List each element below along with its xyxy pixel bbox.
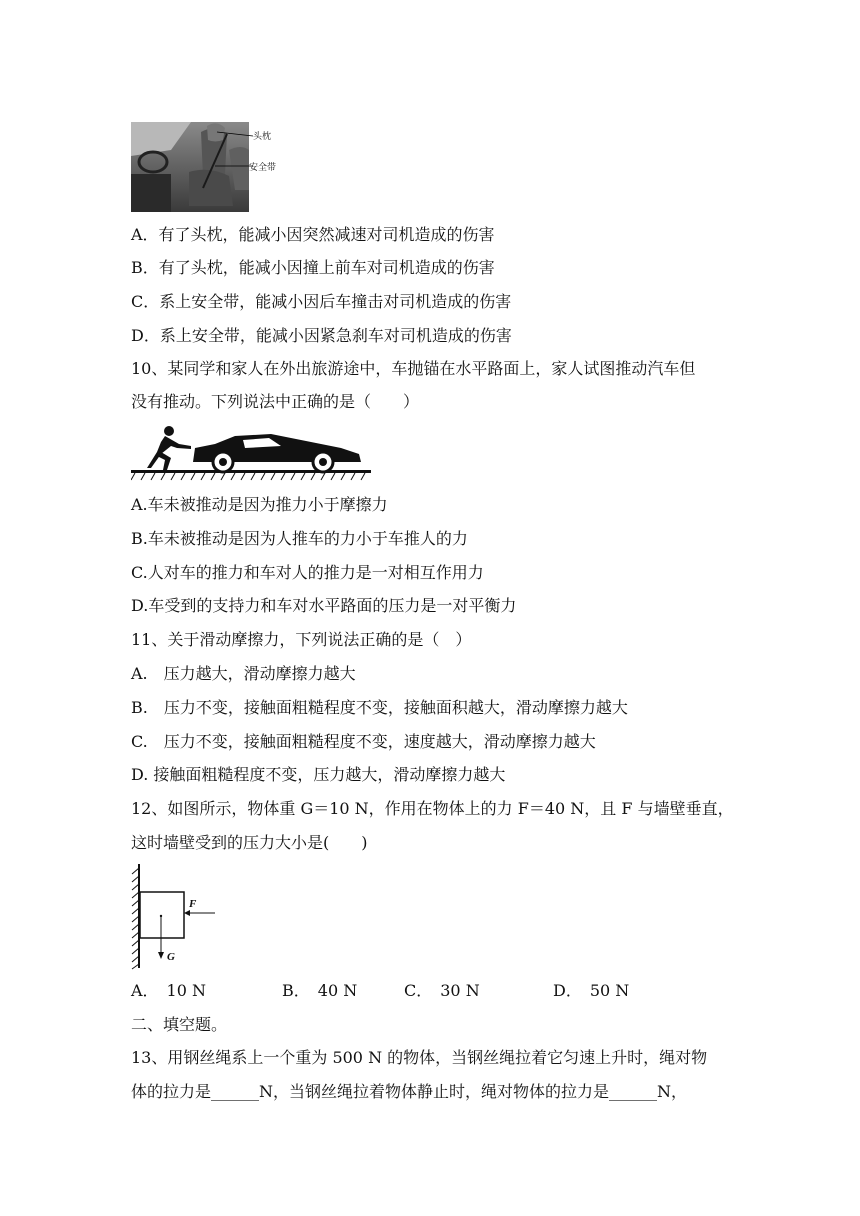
q12-option-d: D． 50 N (553, 981, 630, 1000)
q10-option-c: C.人对车的推力和车对人的推力是一对相互作用力 (131, 563, 484, 582)
seatbelt-label: 安全带 (249, 163, 277, 173)
q11-stem: 11、关于滑动摩擦力，下列说法正确的是（ ） (131, 630, 472, 649)
q10-stem-line1: 10、某同学和家人在外出旅游途中，车抛锚在水平路面上，家人试图推动汽车但 (131, 359, 696, 378)
q10-option-d: D.车受到的支持力和车对水平路面的压力是一对平衡力 (131, 596, 517, 615)
q13-line2: 体的拉力是______N，当钢丝绳拉着物体静止时，绳对物体的拉力是______N， (131, 1082, 688, 1101)
q12-option-a: A． 10 N (131, 981, 207, 1000)
q9-option-c: C．系上安全带，能减小因后车撞击对司机造成的伤害 (131, 292, 512, 311)
gravity-g-label: G (167, 951, 175, 963)
q12-stem-line2: 这时墙壁受到的压力大小是( ) (131, 833, 368, 852)
force-f-label: F (189, 898, 197, 910)
q10-stem-line2: 没有推动。下列说法中正确的是（ ） (131, 392, 420, 411)
q11-option-d: D. 接触面粗糙程度不变，压力越大，滑动摩擦力越大 (131, 765, 506, 784)
q13-line1: 13、用钢丝绳系上一个重为 500 N 的物体，当钢丝绳拉着它匀速上升时，绳对物 (131, 1048, 708, 1067)
q12-stem-line1: 12、如图所示，物体重 G＝10 N，作用在物体上的力 F＝40 N，且 F 与墙壁垂直， (131, 799, 734, 818)
q10-option-b: B.车未被推动是因为人推车的力小于车推人的力 (131, 529, 468, 548)
q12-option-b: B． 40 N (282, 981, 358, 1000)
q9-option-b: B．有了头枕，能减小因撞上前车对司机造成的伤害 (131, 258, 495, 277)
headrest-label: 头枕 (253, 132, 272, 142)
q11-option-c: C. 压力不变，接触面粗糙程度不变，速度越大，滑动摩擦力越大 (131, 732, 596, 751)
q9-option-d: D．系上安全带，能减小因紧急刹车对司机造成的伤害 (131, 326, 512, 345)
q11-option-b: B. 压力不变，接触面粗糙程度不变，接触面积越大，滑动摩擦力越大 (131, 698, 628, 717)
q11-option-a: A. 压力越大，滑动摩擦力越大 (131, 664, 356, 683)
q9-option-a: A．有了头枕，能减小因突然减速对司机造成的伤害 (131, 225, 495, 244)
q10-option-a: A.车未被推动是因为推力小于摩擦力 (131, 495, 388, 514)
car-interior-figure (131, 122, 279, 212)
q12-option-c: C． 30 N (404, 981, 480, 1000)
q12-options (131, 981, 731, 1001)
wall-block-figure (127, 862, 219, 970)
section-title: 二、填空题。 (131, 1015, 228, 1034)
person-pushing-car-figure (131, 424, 371, 486)
